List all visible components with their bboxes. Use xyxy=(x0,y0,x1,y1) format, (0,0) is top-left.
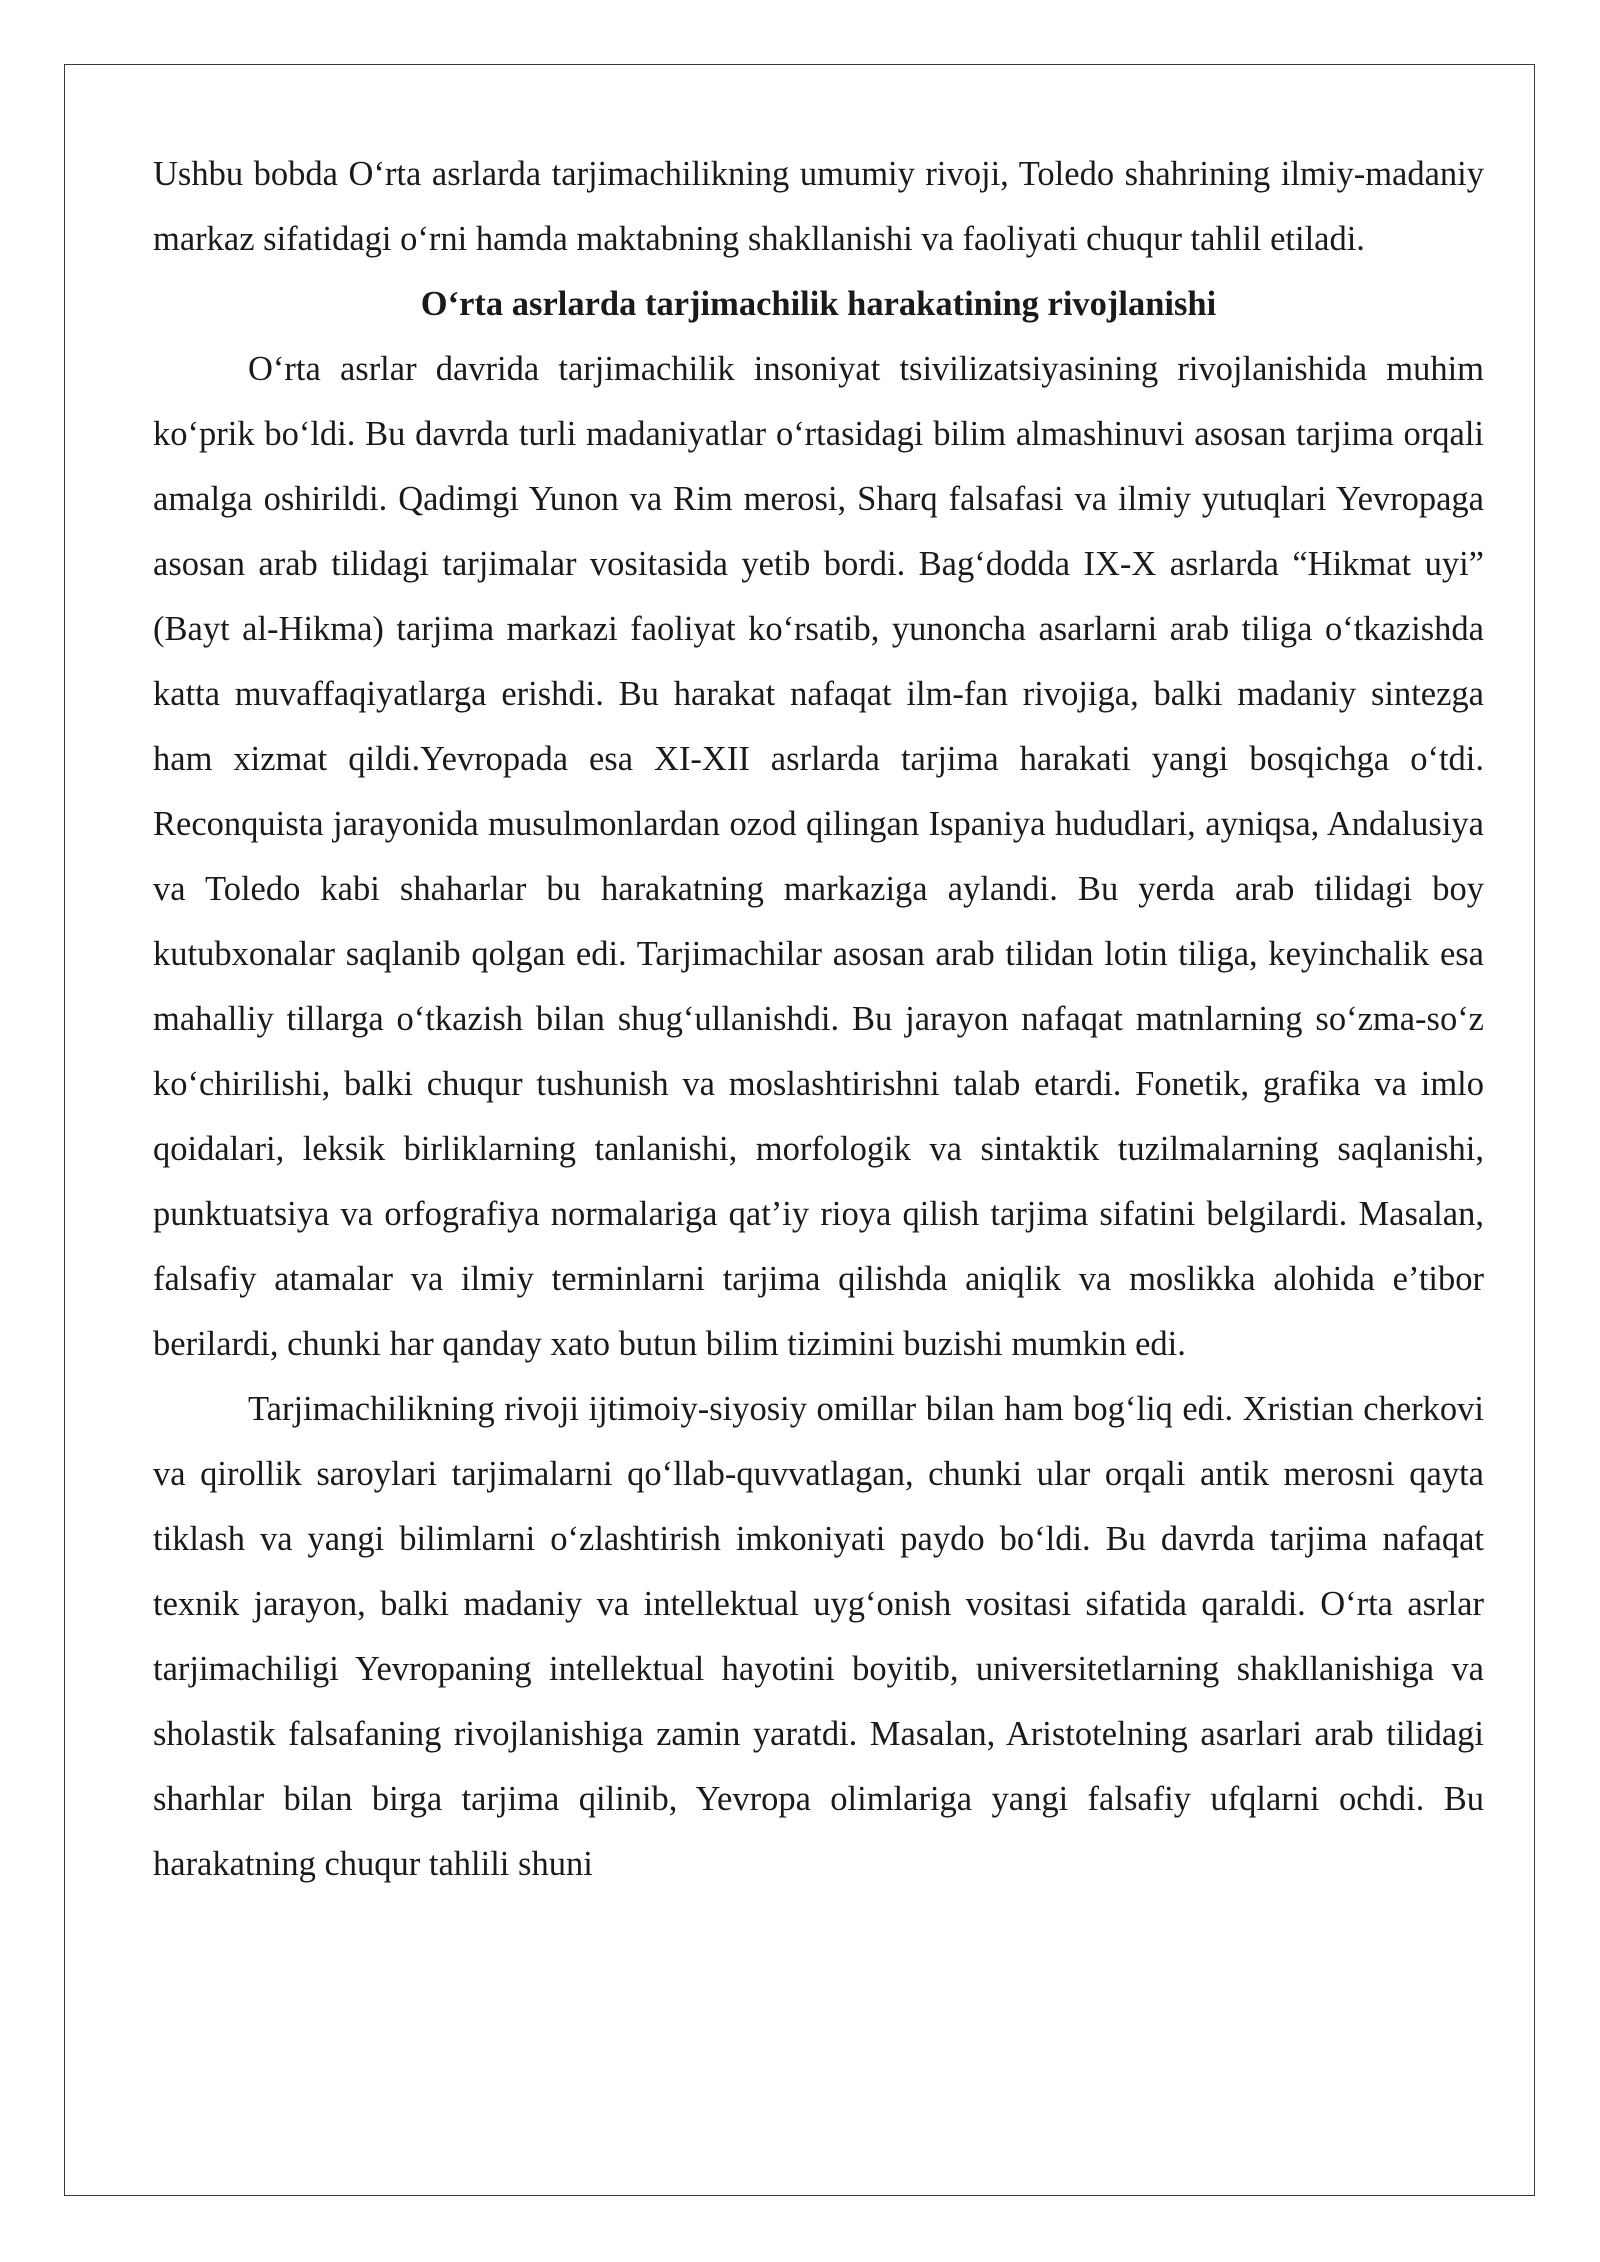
section-heading: O‘rta asrlarda tarjimachilik harakatining rivojlanishi xyxy=(420,285,1217,323)
body-paragraph-2: Tarjimachilikning rivoji ijtimoiy-siyosiy omillar bilan ham bog‘liq edi. Xristian cherkovi va qirollik saroylari tarjimalarni qo‘llab-quvvatlagan, chunki ular orqali antik merosni qayta tiklash va yangi bilimlarni o‘zlashtirish imkoniyati paydo bo‘ldi. Bu davrda tarjima nafaqat texnik jarayon, balki madaniy va intellektual uyg‘onish vositasi sifatida qaraldi. O‘rta asrlar tarjimachiligi Yevropaning intellektual hayotini boyitib, universitetlarning shakllanishiga va sholastik falsafaning rivojlanishiga zamin yaratdi. Masalan, Aristotelning asarlari arab tilidagi sharhlar bilan birga tarjima qilinib, Yevropa olimlariga yangi falsafiy ufqlarni ochdi. Bu harakatning chuqur tahlili shuni xyxy=(153,1390,1484,1883)
intro-paragraph: Ushbu bobda O‘rta asrlarda tarjimachilikning umumiy rivoji, Toledo shahrining ilmiy-madaniy markaz sifatidagi o‘rni hamda maktabning shakllanishi va faoliyati chuqur tahlil etiladi. xyxy=(153,155,1484,258)
document-body xyxy=(153,142,1484,1897)
body-paragraph-1: O‘rta asrlar davrida tarjimachilik insoniyat tsivilizatsiyasining rivojlanishida muhim ko‘prik bo‘ldi. Bu davrda turli madaniyatlar o‘rtasidagi bilim almashinuvi asosan tarjima orqali amalga oshirildi. Qadimgi Yunon va Rim merosi, Sharq falsafasi va ilmiy yutuqlari Yevropaga asosan arab tilidagi tarjimalar vositasida yetib bordi. Bag‘dodda IX-X asrlarda “Hikmat uyi” (Bayt al-Hikma) tarjima markazi faoliyat ko‘rsatib, yunoncha asarlarni arab tiliga o‘tkazishda katta muvaffaqiyatlarga erishdi. Bu harakat nafaqat ilm-fan rivojiga, balki madaniy sintezga ham xizmat qildi.Yevropada esa XI-XII asrlarda tarjima harakati yangi bosqichga o‘tdi. Reconquista jarayonida musulmonlardan ozod qilingan Ispaniya hududlari, ayniqsa, Andalusiya va Toledo kabi shaharlar bu harakatning markaziga aylandi. Bu yerda arab tilidagi boy kutubxonalar saqlanib qolgan edi. Tarjimachilar asosan arab tilidan lotin tiliga, keyinchalik esa mahalliy tillarga o‘tkazish bilan shug‘ullanishdi. Bu jarayon nafaqat matnlarning so‘zma-so‘z ko‘chirilishi, balki chuqur tushunish va moslashtirishni talab etardi. Fonetik, grafika va imlo qoidalari, leksik birliklarning tanlanishi, morfologik va sintaktik tuzilmalarning saqlanishi, punktuatsiya va orfografiya normalariga qat’iy rioya qilish tarjima sifatini belgilardi. Masalan, falsafiy atamalar va ilmiy terminlarni tarjima qilishda aniqlik va moslikka alohida e’tibor berilardi, chunki har qanday xato butun bilim tizimini buzishi mumkin edi. xyxy=(153,350,1484,1363)
